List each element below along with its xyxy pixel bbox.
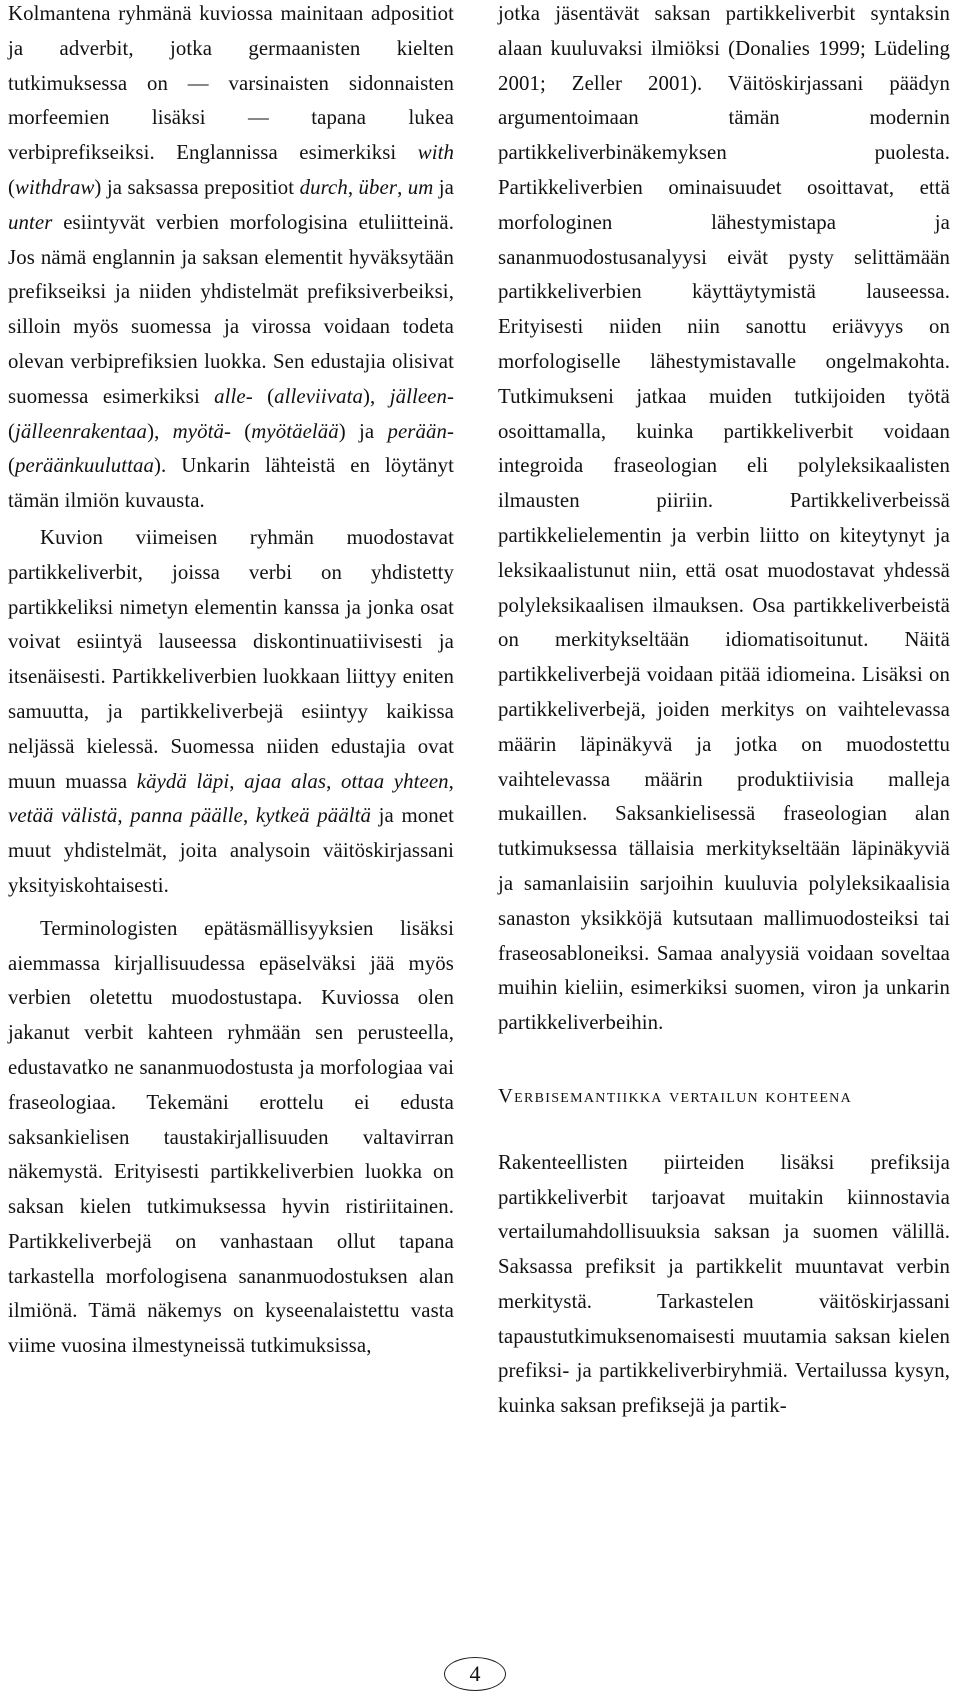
paragraph: jotka jäsentävät saksan partikkeliverbit syntaksin alaan kuuluvaksi ilmiöksi (Donalies 1999; Lüdeling 2001; Zeller 2001). Väitöskirjassani päädyn argumentoimaan tämän modernin partikkeliverbinäkemyksen puolesta. Partikkeliverbien ominaisuudet osoittavat, että morfologinen lähestymistapa ja sananmuodostusanalyysi eivät pysty selittämään partikkeliverbien käyttäytymistä lauseessa. Erityisesti niiden niin sanottu eriävyys on morfologiselle lähestymistavalle ongelmakohta. Tutkimukseni jatkaa muiden tutkijoiden työtä osoittamalla, kuinka partikkeliverbit voidaan integroida fraseologian eli polyleksikaalisten ilmausten piiriin. Partikkeliverbeissä partikkelielementin ja verbin liitto on kiteytynyt ja leksikaalistunut niin, että osat muodostavat yhdessä polyleksikaalisen ilmauksen. Osa partikkeliverbeistä on merkitykseltään idiomatisoitunut. Näitä partikkeliverbejä voidaan pitää idiomeina. Lisäksi on partikkeliverbejä, joiden merkitys on vaihtelevassa määrin läpinäkyvä ja jotka on muodostettu vaihtelevassa määrin produktiivisia malleja mukaillen. Saksankielisessä fraseologian alan tutkimuksessa tällaisia merkitykseltään läpinäkyviä ja samanlaisiin sarjoihin kuuluvia polyleksikaalisia sanaston yksikköjä kutsutaan mallimuodosteiksi tai fraseosabloneiksi. Samaa analyysiä voidaan soveltaa muihin kieliin, esimerkiksi suomen, viron ja unkarin partikkeliverbeihin. xyxy=(498,2,950,1035)
page-number xyxy=(444,1657,506,1691)
right-column xyxy=(498,0,950,1424)
left-column xyxy=(8,0,454,1364)
section-heading: Verbisemantiikka vertailun kohteena xyxy=(498,1084,852,1107)
paragraph: Kuvion viimeisen ryhmän muodostavat partikkeliverbit, joissa verbi on yhdistetty partikkeliksi nimetyn elementin kanssa ja jonka osat voivat esiintyä lauseessa diskontinuatiivisesti ja itsenäisesti. Partikkeliverbien luokkaan liittyy eniten samuutta, ja partikkeliverbejä esiintyy kaikissa neljässä kielessä. Suomessa niiden edustajia ovat muun muassa käydä läpi, ajaa alas, ottaa yhteen, vetää välistä, panna päälle, kytkeä päältä ja monet muut yhdistelmät, joita analysoin väitöskirjassani yksityiskohtaisesti. xyxy=(8,525,454,897)
page-number-label: 4 xyxy=(469,1661,481,1686)
paragraph: Terminologisten epätäsmällisyyksien lisäksi aiemmassa kirjallisuudessa epäselväksi jää myös verbien oletettu muodostustapa. Kuviossa olen jakanut verbit kahteen ryhmään sen perusteella, edustavatko ne sananmuodostusta ja morfologiaa vai fraseologiaa. Tekemäni erottelu ei edusta saksankielisen taustakirjallisuuden valtavirran näkemystä. Erityisesti partikkeliverbien luokka on saksan kielen tutkimuksessa hyvin ristiriitainen. Partikkeliverbejä on vanhastaan ollut tapana tarkastella morfologisena sananmuodostuksen alan ilmiönä. Tämä näkemys on kyseenalaistettu vasta viime vuosina ilmestyneissä tutkimuksissa, xyxy=(8,916,454,1358)
paragraph: Rakenteellisten piirteiden lisäksi prefiksija partikkeliverbit tarjoavat muitakin kiinnostavia vertailumahdollisuuksia saksan ja suomen välillä. Saksassa prefiksit ja partikkelit muuntavat verbin merkitystä. Tarkastelen väitöskirjassani tapaustutkimuksenomaisesti muutamia saksan kielen prefiksi- ja partikkeliverbiryhmiä. Vertailussa kysyn, kuinka saksan prefiksejä ja partik- xyxy=(498,1150,950,1418)
paragraph: Kolmantena ryhmänä kuviossa mainitaan adpositiot ja adverbit, jotka germaanisten kielten tutkimuksessa on — varsinaisten sidonnaisten morfeemien lisäksi — tapana lukea verbiprefikseiksi. Englannissa esimerkiksi with (withdraw) ja saksassa prepositiot durch, über, um ja unter esiintyvät verbien morfologisina etuliitteinä. Jos nämä englannin ja saksan elementit hyväksytään prefikseiksi ja niiden yhdistelmät prefiksiverbeiksi, silloin myös suomessa ja virossa voidaan todeta olevan verbiprefiksien luokka. Sen edustajia olisivat suomessa esimerkiksi alle- (alleviivata), jälleen- (jälleenrakentaa), myötä- (myötäelää) ja perään- (peräänkuuluttaa). Unkarin lähteistä en löytänyt tämän ilmiön kuvausta. xyxy=(8,2,455,513)
